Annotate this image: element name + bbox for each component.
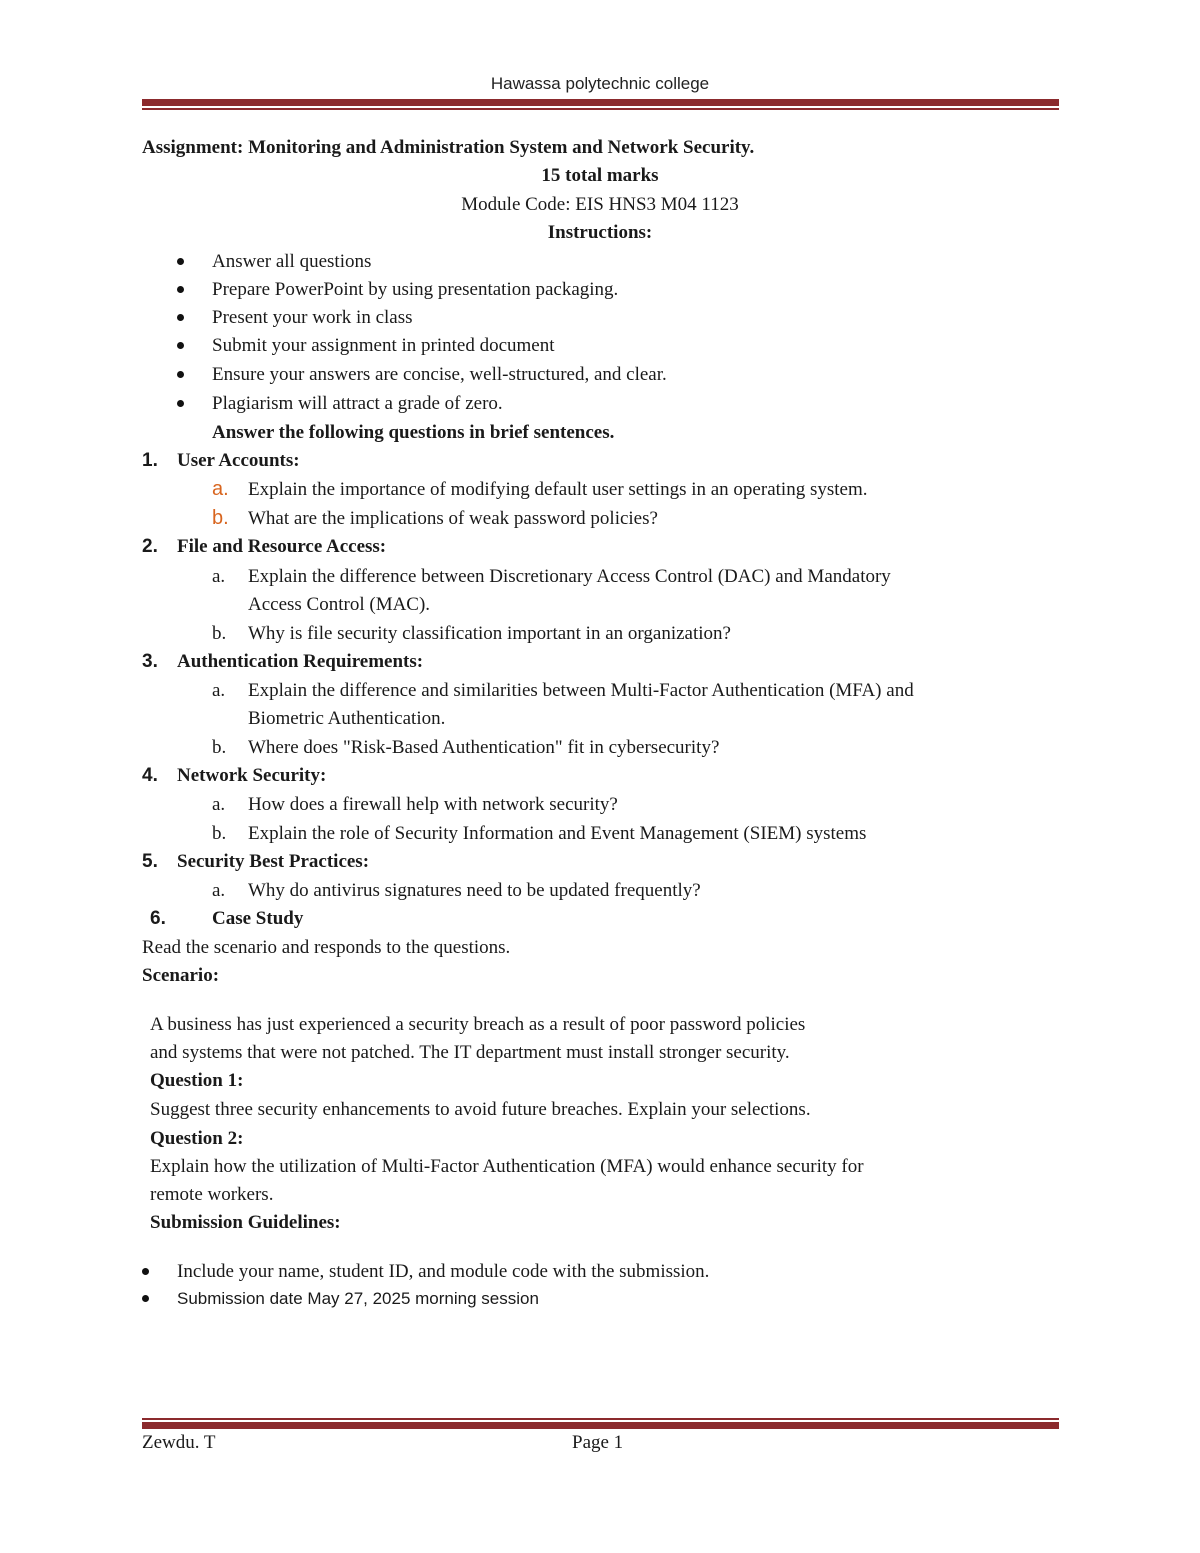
item-letter: a.: [212, 880, 226, 901]
section-title: Case Study: [212, 908, 304, 929]
section-number: 4.: [142, 765, 158, 786]
bullet-icon: [142, 1295, 149, 1302]
case-study-intro: Read the scenario and responds to the questions.: [142, 937, 511, 958]
list-item: Include your name, student ID, and module code with the submission.: [177, 1261, 710, 1282]
section-title: File and Resource Access:: [177, 536, 387, 557]
module-code: Module Code: EIS HNS3 M04 1123: [461, 194, 739, 215]
scenario-label: Scenario:: [142, 965, 220, 986]
answer-prompt: Answer the following questions in brief sentences.: [212, 422, 615, 443]
list-item: Present your work in class: [212, 307, 413, 328]
bullet-icon: [177, 371, 184, 378]
list-item: Answer all questions: [212, 251, 372, 272]
question-2-text: remote workers.: [150, 1184, 274, 1205]
assignment-title: Assignment: Monitoring and Administration System and Network Security.: [142, 137, 755, 158]
question-text: Explain the importance of modifying default user settings in an operating system.: [248, 479, 868, 500]
item-letter: a.: [212, 478, 229, 500]
section-number: 1.: [142, 450, 158, 471]
bullet-icon: [142, 1268, 149, 1275]
footer-rule-thick: [142, 1422, 1059, 1429]
footer-rule-thin: [142, 1418, 1059, 1420]
header-title: Hawassa polytechnic college: [490, 74, 710, 93]
footer-author: Zewdu. T: [142, 1432, 216, 1453]
list-item: Submission date May 27, 2025 morning session: [177, 1289, 539, 1308]
scenario-text: and systems that were not patched. The IT department must install stronger security.: [150, 1042, 790, 1063]
section-number: 2.: [142, 536, 158, 557]
question-text: Why is file security classification important in an organization?: [248, 623, 731, 644]
question-text: Where does "Risk-Based Authentication" fit in cybersecurity?: [248, 737, 720, 758]
question-text: Access Control (MAC).: [248, 594, 431, 615]
scenario-text: A business has just experienced a security breach as a result of poor password policies: [150, 1014, 806, 1035]
question-text: Explain the difference between Discretionary Access Control (DAC) and Mandatory: [248, 566, 891, 587]
item-letter: a.: [212, 566, 226, 587]
bullet-icon: [177, 314, 184, 321]
question-text: What are the implications of weak password policies?: [248, 508, 658, 529]
section-title: Security Best Practices:: [177, 851, 370, 872]
question-text: Explain the difference and similarities between Multi-Factor Authentication (MFA) and: [248, 680, 914, 701]
list-item: Prepare PowerPoint by using presentation packaging.: [212, 279, 619, 300]
item-letter: a.: [212, 794, 226, 815]
list-item: Submit your assignment in printed document: [212, 335, 555, 356]
header-rule-thick: [142, 99, 1059, 106]
bullet-icon: [177, 400, 184, 407]
item-letter: b.: [212, 507, 229, 529]
item-letter: b.: [212, 737, 227, 758]
bullet-icon: [177, 286, 184, 293]
question-text: How does a firewall help with network security?: [248, 794, 618, 815]
question-2-label: Question 2:: [150, 1128, 244, 1149]
question-text: Biometric Authentication.: [248, 708, 446, 729]
question-2-text: Explain how the utilization of Multi-Factor Authentication (MFA) would enhance security for: [150, 1156, 864, 1177]
bullet-icon: [177, 258, 184, 265]
section-title: Authentication Requirements:: [177, 651, 424, 672]
bullet-icon: [177, 342, 184, 349]
section-title: Network Security:: [177, 765, 327, 786]
question-text: Why do antivirus signatures need to be updated frequently?: [248, 880, 701, 901]
footer-page-number: Page 1: [572, 1432, 624, 1453]
question-1-label: Question 1:: [150, 1070, 244, 1091]
section-number: 5.: [142, 851, 158, 872]
section-title: User Accounts:: [177, 450, 300, 471]
item-letter: b.: [212, 623, 227, 644]
list-item: Ensure your answers are concise, well-structured, and clear.: [212, 364, 667, 385]
list-item: Plagiarism will attract a grade of zero.: [212, 393, 503, 414]
instructions-heading: Instructions:: [547, 222, 653, 243]
header-rule-thin: [142, 108, 1059, 110]
item-letter: b.: [212, 823, 227, 844]
total-marks: 15 total marks: [541, 165, 659, 186]
section-number: 3.: [142, 651, 158, 672]
section-number: 6.: [150, 908, 166, 929]
question-1-text: Suggest three security enhancements to avoid future breaches. Explain your selections.: [150, 1099, 811, 1120]
question-text: Explain the role of Security Information and Event Management (SIEM) systems: [248, 823, 867, 844]
submission-guidelines-label: Submission Guidelines:: [150, 1212, 341, 1233]
item-letter: a.: [212, 680, 226, 701]
